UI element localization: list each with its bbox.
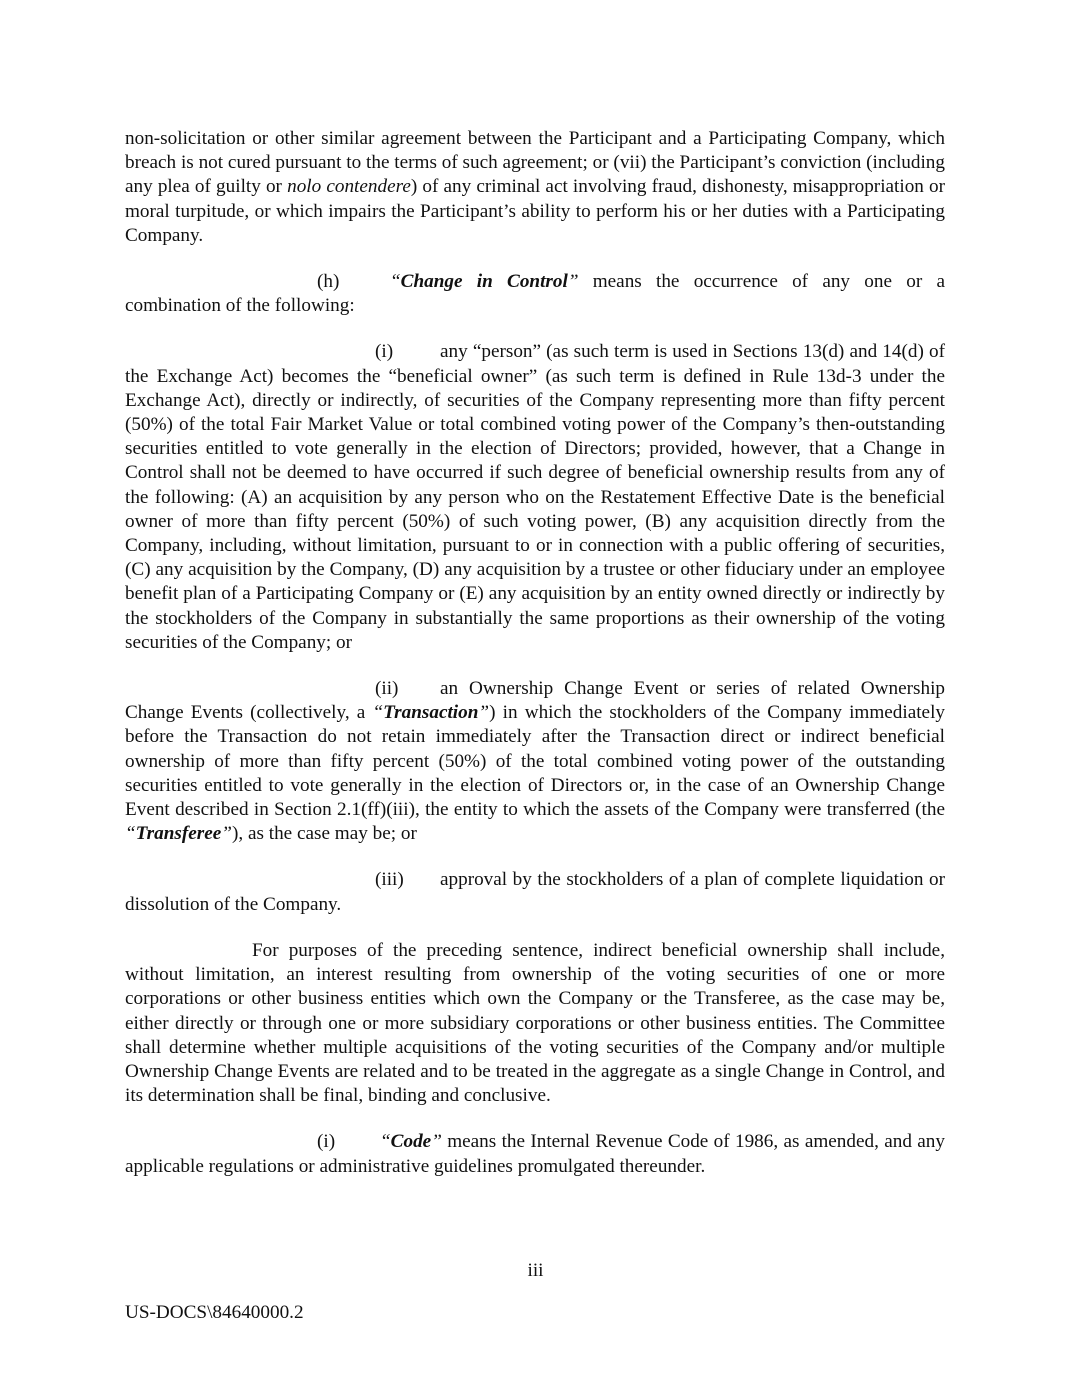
paragraph-intro — [125, 127, 945, 248]
code-text: means the Internal Revenue Code of 1986, as amended, and any applicable regulations or administrative guidelines promulgated thereunder. — [125, 1131, 945, 1177]
paragraph-change-in-control — [125, 270, 945, 318]
paragraph-code — [125, 1130, 945, 1178]
defined-term-transaction: Transaction — [383, 702, 479, 724]
intro-text-2: ) of any criminal act involving fraud, dishonesty, misappropriation or moral turpitude, or which impairs the Participant’s ability to perform his or her duties with a Participating Company. — [125, 176, 946, 246]
paragraph-for-purposes — [125, 939, 945, 1108]
defined-term-change-in-control: Change in Control — [400, 271, 568, 293]
close-quote: ” — [431, 1131, 442, 1153]
section-marker-i: (i) — [375, 341, 394, 363]
sub-ii-text-3: ), as the case may be; or — [231, 823, 417, 845]
intro-text-1: non-solicitation or other similar agreement between the Participant and a Participating Company, which breach is not cured pursuant to the terms of such agreement; or (vii) the Participant’s conviction (including any plea of guilty or — [125, 128, 945, 198]
paragraph-sub-iii — [125, 868, 945, 916]
page-number: iii — [527, 1260, 544, 1281]
section-marker-ii: (ii) — [375, 678, 399, 700]
document-body — [125, 127, 945, 1179]
section-marker-iii: (iii) — [375, 869, 404, 891]
open-quote: “ — [372, 702, 384, 724]
sub-i-text: any “person” (as such term is used in Sections 13(d) and 14(d) of the Exchange Act) becomes the “beneficial owner” (as such term is defined in Rule 13d-3 under the Exchange Act), directly or indirectly, of securities of the Company representing more than fifty percent (50%) of the total Fair Market Value or total combined voting power of the Company’s then-outstanding securities entitled to vote generally in the election of Directors; provided, however, that a Change in Control shall not be deemed to have occurred if such degree of beneficial ownership results from any of the following: (A) an acquisition by any person who on the Restatement Effective Date is the beneficial owner of more than fifty percent (50%) of such voting power, (B) any acquisition directly from the Company, including, without limitation, pursuant to or in connection with a public offering of securities, (C) any acquisition by the Company, (D) any acquisition by a trustee or other fiduciary under an employee benefit plan of a Participating Company or (E) any acquisition by an entity owned directly or indirectly by the stockholders of the Company in substantially the same proportions as their ownership of the voting securities of the Company; or — [125, 341, 945, 653]
section-marker-h: (h) — [317, 271, 340, 293]
defined-term-transferee: Transferee — [135, 823, 222, 845]
close-quote: ” — [478, 702, 490, 724]
paragraph-sub-i — [125, 340, 945, 655]
close-quote: ” — [567, 271, 579, 293]
section-marker-code-i: (i) — [317, 1131, 336, 1153]
intro-italic-phrase: nolo contendere — [287, 176, 411, 198]
document-id: US-DOCS\84640000.2 — [125, 1302, 304, 1323]
close-quote: ” — [221, 823, 232, 845]
defined-term-code: Code — [390, 1131, 432, 1153]
paragraph-sub-ii — [125, 677, 945, 846]
sub-ii-text-1: an Ownership Change Event or series of related Ownership Change Events (collectively, a — [125, 678, 945, 724]
sub-ii-text-2: ) in which the stockholders of the Company immediately before the Transaction do not retain immediately after the Transaction direct or indirect beneficial ownership of more than fifty percent (50%) of the total combined voting power of the outstanding securities entitled to vote generally in the election of Directors or, in the case of an Ownership Change Event described in Section 2.1(ff)(iii), the entity to which the assets of the Company were transferred (the — [125, 702, 945, 821]
change-in-control-text: means the occurrence of any one or a combination of the following: — [125, 271, 945, 317]
open-quote: “ — [390, 271, 401, 293]
open-quote: “ — [380, 1131, 391, 1153]
for-purposes-text: For purposes of the preceding sentence, indirect beneficial ownership shall include, without limitation, an interest resulting from ownership of the voting securities of one or more corporations or other business entities which own the Company or the Transferee, as the case may be, either directly or through one or more subsidiary corporations or other business entities. The Committee shall determine whether multiple acquisitions of the voting securities of the Company and/or multiple Ownership Change Events are related and to be treated in the aggregate as a single Change in Control, and its determination shall be final, binding and conclusive. — [125, 939, 945, 1107]
open-quote: “ — [125, 823, 136, 845]
sub-iii-text: approval by the stockholders of a plan of complete liquidation or dissolution of the Company. — [125, 869, 945, 915]
